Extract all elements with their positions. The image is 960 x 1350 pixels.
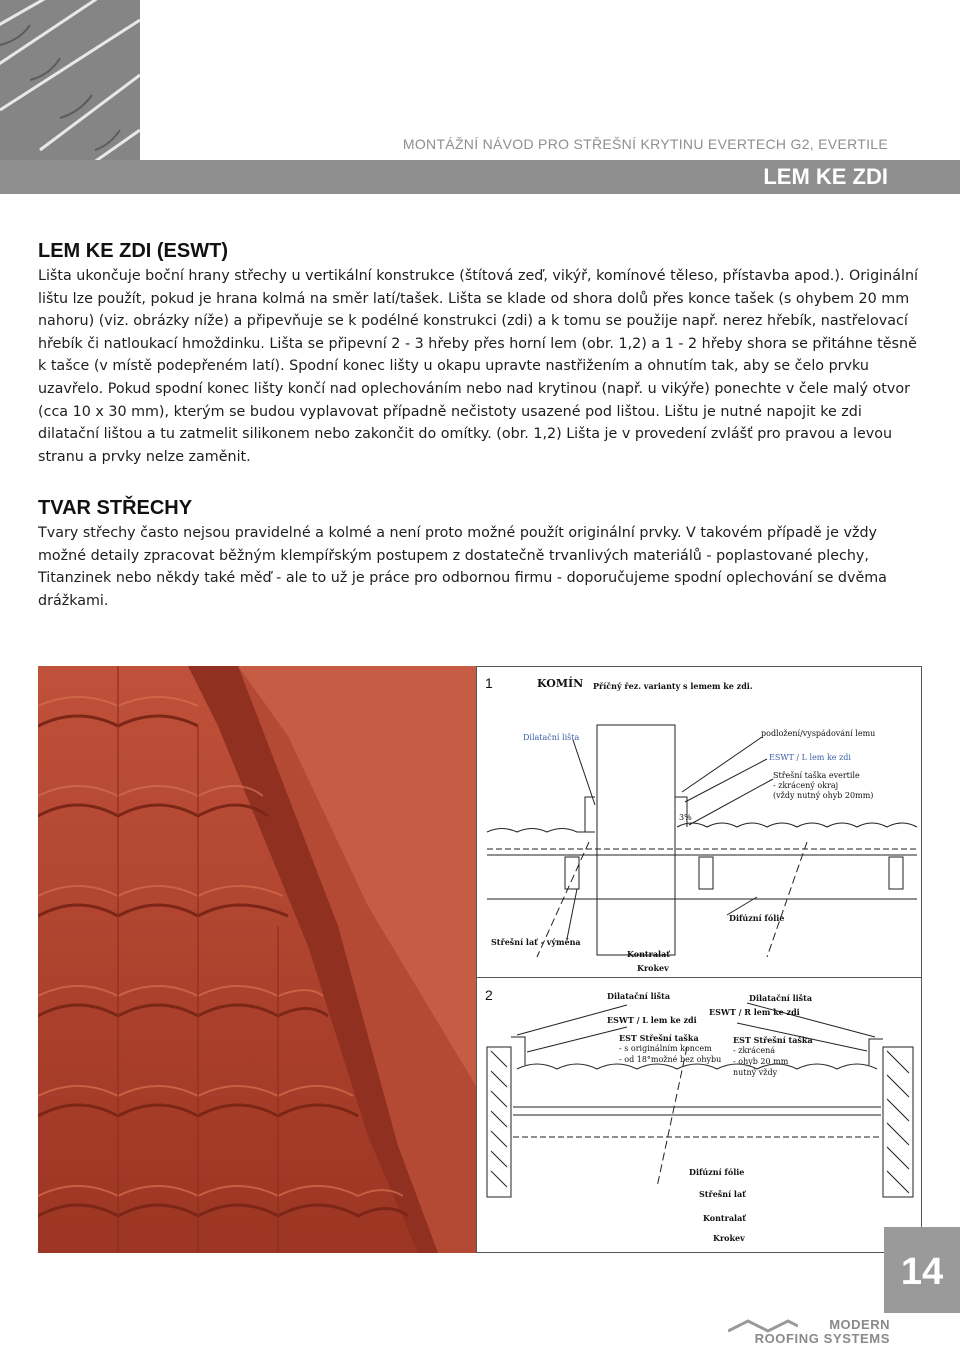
label-est-right-1: EST Střešní taška <box>733 1035 813 1045</box>
header-roof-illustration <box>0 0 140 160</box>
label-dil-left: Dilatační lišta <box>607 991 671 1001</box>
label-krokev: Krokev <box>637 963 669 973</box>
section-tvar-strechy <box>38 497 922 612</box>
section-body: Tvary střechy často nejsou pravidelné a kolmé a není proto možné použít originální prvky. V takovém případě je vždy možné detaily zpracovat běžným klempířským postupem z dostatečně trvanlivých materiálů - poplastované plechy, Titanzinek nebo někdy také měď - ale to už je práce pro odbornou firmu - doporučujeme spodní oplechování se dvěma drážkami. <box>38 525 887 609</box>
label-est-right-4: nutný vždy <box>733 1068 778 1077</box>
label-difuzni-folie: Difúzní fólie <box>729 913 785 923</box>
label-difuzni-folie-2: Difúzní fólie <box>689 1167 745 1177</box>
label-kontralat-2: Kontralať <box>703 1213 746 1223</box>
title-bar <box>0 160 960 194</box>
label-kontralat: Kontralať <box>627 949 670 959</box>
label-est-left-1: EST Střešní taška <box>619 1033 699 1043</box>
modern-roofing-systems-logo <box>728 1317 890 1347</box>
technical-drawings <box>476 666 922 1253</box>
drawing-1-title: KOMÍN <box>537 677 584 690</box>
drawing-1-number: 1 <box>485 675 493 691</box>
label-slope: 3% <box>679 813 692 822</box>
roof-wall-flashing-photo <box>38 666 476 1253</box>
label-tasek-zkraceny: - zkrácený okraj <box>773 781 839 790</box>
label-stresni-lat-vymena: Střešní lať - výměna <box>491 937 581 947</box>
label-stresni-lat-2: Střešní lať <box>699 1189 746 1199</box>
section-body: Lišta ukončuje boční hrany střechy u vertikální konstrukce (štítová zeď, vikýř, komínové těleso, přístavba apod.). Originální lištu lze použít, pokud je hrana kolmá na směr latí/tašek. Lišta se klade od shora dolů přes konce tašek (s ohybem 20 mm nahoru) (viz. obrázky níže) a připevňuje se k podélné konstrukci (zdi) a k tomu se použije např. nerez hřebík, nastřelovací hřebík či natloukací hmoždinku. Lišta se připevní 2 - 3 hřeby přes horní lem (obr. 1,2) a 1 - 2 hřeby shora se přitáhne těsně k tašce (v místě podepřeném latí). Spodní konec lišty u okapu upravte nastřižením a ohnutím tak, aby se čelo prvku uzavřelo. Pokud spodní konec lišty končí nad oplechováním nebo nad krytinou (např. u vikýře) ponechte v čele malý otvor (cca 10 x 30 mm), kterým se budou vyplavovat případně nečistoty usazené pod lištou. Lištu je nutné napojit ke zdi dilatační lištou a tu zatmelit silikonem nebo zakončit do omítky. (obr. 1,2) Lišta je v provedení zvlášť pro pravou a levou stranu a prvky nelze zaměnit. <box>38 268 918 465</box>
drawing-1-subtitle: Příčný řez. varianty s lemem ke zdi. <box>593 681 753 691</box>
section-lem-ke-zdi <box>38 240 922 468</box>
label-podlozeni: podložení/vyspádování lemu <box>761 729 876 738</box>
section-heading: LEM KE ZDI (ESWT) <box>38 240 228 262</box>
page-number-box <box>884 1227 960 1313</box>
section-heading: TVAR STŘECHY <box>38 497 193 519</box>
logo-line-2: ROOFING SYSTEMS <box>754 1331 890 1346</box>
page-number: 14 <box>900 1251 944 1293</box>
label-eswt-l: ESWT / L lem ke zdi <box>769 753 851 762</box>
label-eswt-r: ESWT / R lem ke zdi <box>709 1007 800 1017</box>
page-title: LEM KE ZDI <box>763 164 888 189</box>
label-est-right-2: - zkrácená <box>733 1046 776 1055</box>
label-dilatacni-lista: Dilatační lišta <box>523 733 580 742</box>
label-eswt-l2: ESWT / L lem ke zdi <box>607 1015 697 1025</box>
drawing-2-number: 2 <box>485 987 493 1003</box>
label-tasek-evertile: Střešní taška evertile <box>773 771 860 780</box>
document-subtitle: MONTÁŽNÍ NÁVOD PRO STŘEŠNÍ KRYTINU EVERTECH G2, EVERTILE <box>402 136 888 152</box>
logo-line-1: MODERN <box>829 1317 890 1332</box>
label-est-left-2: - s originálním koncem <box>619 1044 712 1053</box>
label-tasek-ohyb: (vždy nutný ohyb 20mm) <box>773 791 874 800</box>
label-est-right-3: - ohyb 20 mm <box>733 1057 789 1066</box>
label-dil-right: Dilatační lišta <box>749 993 813 1003</box>
label-est-left-3: - od 18°možné bez ohybu <box>619 1055 722 1064</box>
drawings-divider <box>477 977 921 978</box>
label-krokev-2: Krokev <box>713 1233 745 1243</box>
